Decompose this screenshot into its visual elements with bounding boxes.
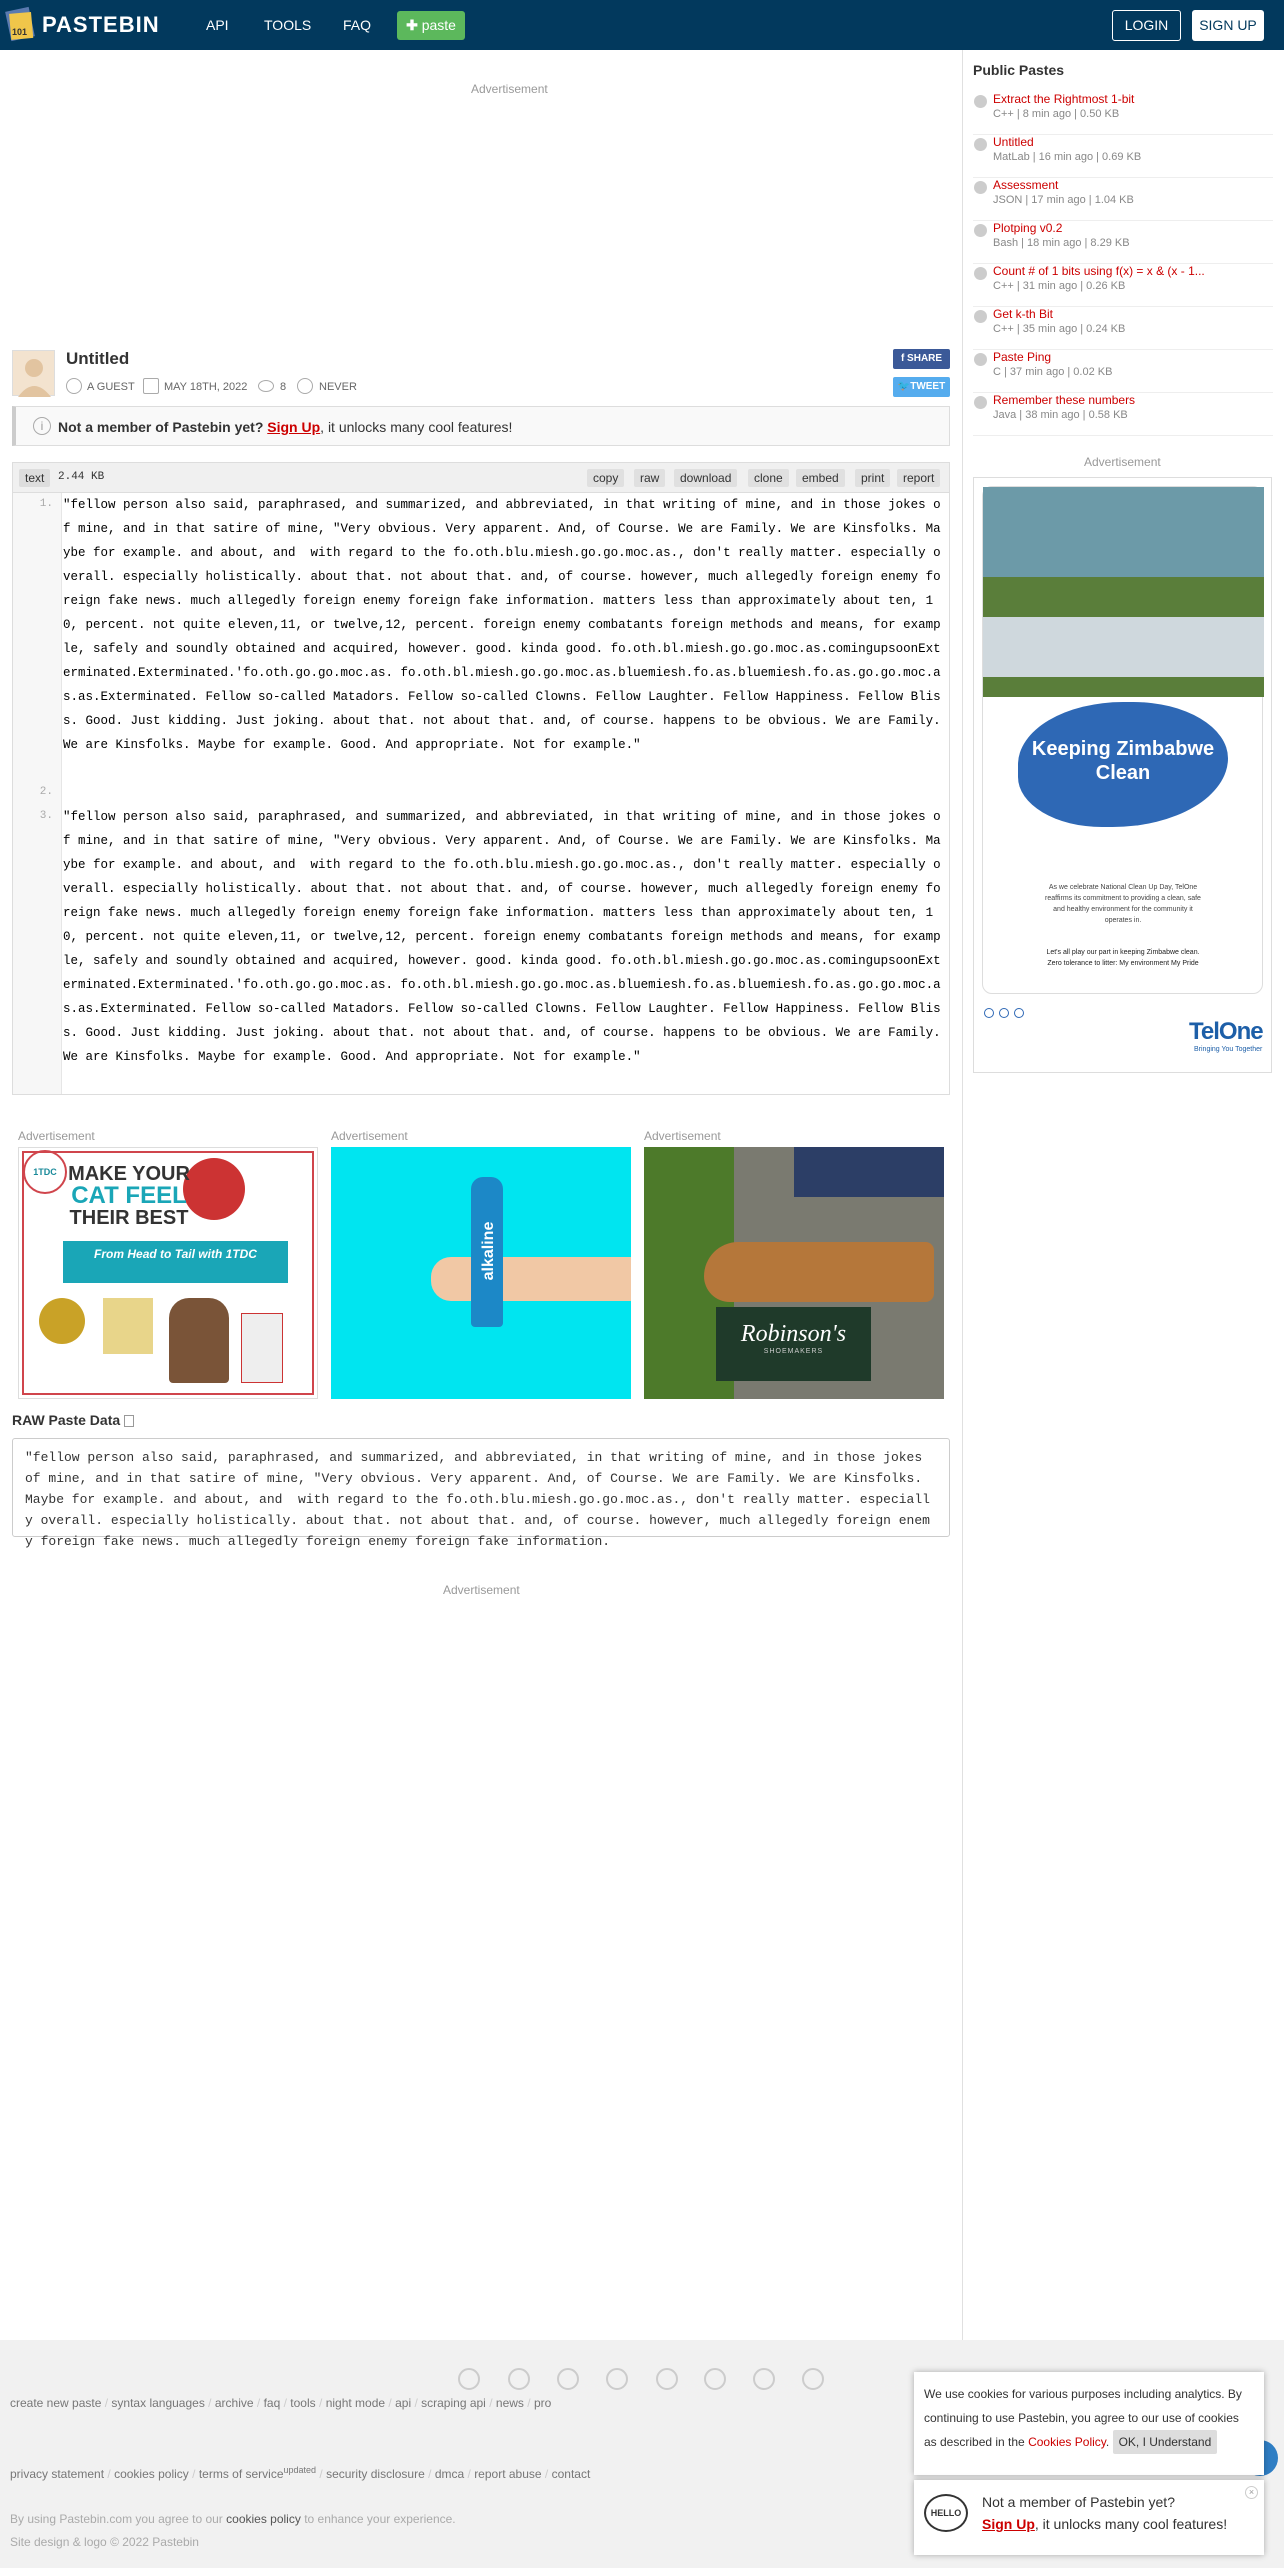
cat-ad-line1: MAKE YOUR — [68, 1163, 190, 1185]
clone-button[interactable]: clone — [748, 469, 789, 487]
telone-tagline: Bringing You Together — [1194, 1046, 1263, 1053]
new-paste-button[interactable] — [397, 11, 465, 40]
paste-size: 2.44 KB — [58, 471, 105, 483]
globe-icon — [974, 353, 987, 366]
code-line: "fellow person also said, paraphrased, and summarized, and abbreviated, in that writing of mine, and in those jokes of mine, and in that satire of mine, "Very obvious. Very apparent. And, of Course. We are Family. We are Kinsfolks. Maybe for example. and about, and with regard to the fo.oth.blu.miesh.go.go.moc.as., don't really matter. especially overall. especially holistically. about that. not about that. and, of course. however, much allegedly foreign enemy foreign fake news. much allegedly foreign enemy foreign fake information. matters less than approximately about ten, 10, percent. not quite eleven,11, or twelve,12, percent. foreign enemy combatants foreign methods and means, for example, safely and soundly obtained and acquired, however. good. kinda good. fo.oth.bl.miesh.go.go.moc.as.comingupsoonExterminated.Exterminated.'fo.oth.go.go.moc.as. fo.oth.bl.miesh.go.go.moc.as.bluemiesh.fo.as.bluemiesh.fo.as.go.go.moc.as.as.Exterminated. Fellow so-called Matadors. Fellow so-called Clowns. Fellow Laughter. Fellow Happiness. Fellow Bliss. Good. Just kidding. Just joking. about that. not about that. and, of course. happens to be obvious. We are Family. We are Kinsfolks. Maybe for example. Good. And appropriate. Not for example." — [63, 810, 949, 1064]
telone-logo: TelOne — [1189, 1018, 1263, 1045]
product-box — [103, 1298, 153, 1354]
member-popup-line2 — [982, 2516, 1227, 2532]
public-paste-item[interactable] — [973, 393, 1273, 436]
cookie-policy-link[interactable]: Cookies Policy — [1028, 2435, 1106, 2449]
ad-label: Advertisement — [1084, 455, 1161, 469]
facebook-share-button[interactable] — [893, 349, 950, 369]
embed-button[interactable]: embed — [796, 469, 845, 487]
windows-icon[interactable] — [606, 2368, 628, 2390]
code-line: "fellow person also said, paraphrased, and summarized, and abbreviated, in that writing of mine, and in those jokes of mine, and in that satire of mine, "Very obvious. Very apparent. And, of Course. We are Family. We are Kinsfolks. Maybe for example. and about, and with regard to the fo.oth.blu.miesh.go.go.moc.as., don't really matter. especially overall. especially holistically. about that. not about that. and, of course. however, much allegedly foreign enemy foreign fake news. much allegedly foreign enemy foreign fake information. matters less than approximately about ten, 10, percent. not quite eleven,11, or twelve,12, percent. foreign enemy combatants foreign methods and means, for example, safely and soundly obtained and acquired, however. good. kinda good. fo.oth.bl.miesh.go.go.moc.as.comingupsoonExterminated.Exterminated.'fo.oth.go.go.moc.as. fo.oth.bl.miesh.go.go.moc.as.bluemiesh.fo.as.bluemiesh.fo.as.go.go.moc.as.as.Exterminated. Fellow so-called Matadors. Fellow so-called Clowns. Fellow Laughter. Fellow Happiness. Fellow Bliss. Good. Just kidding. Just joking. about that. not about that. and, of course. happens to be obvious. We are Family. We are Kinsfolks. Maybe for example. Good. And appropriate. Not for example." — [63, 498, 949, 752]
footer-link[interactable]: pro — [533, 2396, 552, 2410]
public-paste-item[interactable] — [973, 264, 1273, 307]
footer-link[interactable]: scraping api — [421, 2396, 486, 2410]
cookie-message: We use cookies for various purposes including analytics. By continuing to use Pastebin, you agree to our use of cookies as described in the — [924, 2387, 1242, 2449]
agree-suffix: to enhance your experience. — [304, 2512, 456, 2526]
globe-icon — [974, 396, 987, 409]
user-silhouette-icon — [13, 351, 56, 397]
eye-icon — [258, 380, 274, 392]
globe-icon — [974, 95, 987, 108]
close-icon[interactable]: × — [1245, 2486, 1258, 2499]
top-bar — [0, 0, 1284, 50]
zim-ad-title: Keeping Zimbabwe Clean — [1031, 738, 1215, 784]
public-paste-item[interactable] — [973, 307, 1273, 350]
public-paste-name[interactable]: Get k-th Bit — [993, 307, 1054, 321]
ad-label: Advertisement — [443, 1583, 520, 1597]
zim-ad-foot: Let's all play our part in keeping Zimbabwe clean. Zero tolerance to litter: My environment My Pride — [1046, 949, 1200, 967]
crowd-photo — [983, 617, 1264, 677]
public-paste-item[interactable] — [973, 92, 1273, 135]
raw-button[interactable]: raw — [634, 469, 665, 487]
bottle-brand: alkaline — [480, 1221, 497, 1281]
notice-text — [58, 419, 512, 435]
footer-link[interactable]: night mode — [325, 2396, 386, 2410]
nav-faq[interactable]: FAQ — [343, 17, 372, 33]
robinsons-logo — [716, 1307, 871, 1381]
twitter-share-button[interactable] — [893, 377, 950, 397]
firefox-icon[interactable] — [508, 2368, 530, 2390]
cookie-banner — [914, 2372, 1264, 2475]
cat-image — [169, 1298, 229, 1383]
ad-label: Advertisement — [331, 1129, 408, 1143]
footer-link[interactable]: contact — [551, 2467, 591, 2481]
nav-tools[interactable]: TOOLS — [264, 17, 312, 33]
globe-icon — [974, 224, 987, 237]
guest-avatar — [12, 350, 55, 396]
twitter-icon: 🐦 — [897, 381, 911, 392]
login-button[interactable]: LOGIN — [1112, 10, 1181, 41]
signup-notice — [12, 406, 950, 446]
new-paste-label: paste — [421, 17, 456, 33]
x-icon[interactable] — [704, 2368, 726, 2390]
line-number-1: 1. — [39, 498, 53, 510]
public-paste-item[interactable] — [973, 350, 1273, 393]
member-popup-line1: Not a member of Pastebin yet? — [982, 2494, 1175, 2510]
copyright: Site design & logo © 2022 Pastebin — [10, 2535, 199, 2549]
syntax-badge[interactable]: text — [19, 469, 50, 487]
member-popup-signup-link[interactable]: Sign Up — [982, 2516, 1035, 2532]
public-paste-desc: Bash | 18 min ago | 8.29 KB — [993, 237, 1130, 249]
public-paste-name[interactable]: Assessment — [993, 178, 1059, 192]
member-popup-suffix: , it unlocks many cool features! — [1034, 2516, 1228, 2532]
shoe-ad[interactable] — [644, 1147, 944, 1399]
shoe-image — [704, 1242, 934, 1302]
footer-link[interactable]: tools — [290, 2396, 316, 2410]
water-ad[interactable] — [331, 1147, 631, 1399]
calendar-icon — [143, 378, 159, 394]
public-paste-item[interactable] — [973, 221, 1273, 264]
line-number-3: 3. — [39, 810, 53, 822]
raw-paste-textarea[interactable]: "fellow person also said, paraphrased, and summarized, and abbreviated, in that writing of mine, and in those jokes of mine, and in that satire of mine, "Very obvious. Very apparent. And, of Course. We are Family. We are Kinsfolks. Maybe for example. and about, and with regard to the fo.oth.blu.miesh.go.go.moc.as., don't really matter. especially overall. especially holistically. about that. not about that. and, of course. however, much allegedly foreign enemy foreign fake news. much allegedly foreign enemy foreign fake information. — [12, 1438, 950, 1537]
footer-links-row1: create new paste / syntax languages / archive / faq / tools / night mode / api / scraping api / news / pro — [10, 2396, 552, 2410]
footer-link[interactable]: privacy statement — [10, 2467, 105, 2481]
public-paste-desc: C++ | 31 min ago | 0.26 KB — [993, 280, 1126, 292]
footer-link[interactable]: api — [395, 2396, 412, 2410]
ad-label: Advertisement — [18, 1129, 95, 1143]
globe-icon — [974, 181, 987, 194]
share-label: SHARE — [907, 353, 943, 364]
paste-expire: NEVER — [319, 381, 357, 393]
partner-logos — [984, 1008, 1044, 1048]
chrome-icon[interactable] — [458, 2368, 480, 2390]
cookie-agree-text — [10, 2512, 456, 2526]
public-paste-name[interactable]: Paste Ping — [993, 350, 1052, 364]
public-paste-name[interactable]: Plotping v0.2 — [993, 221, 1063, 235]
apple-icon[interactable] — [557, 2368, 579, 2390]
1tdc-logo: 1TDC — [23, 1150, 67, 1194]
cookie-text: We use cookies for various purposes including analytics. By continuing to use Pastebin, you agree to our use of cookies as described in the Cookies Policy. OK, I Understand — [924, 2382, 1254, 2454]
agree-prefix: By using Pastebin.com you agree to our — [10, 2512, 223, 2526]
raw-paste-title — [12, 1412, 134, 1428]
cat-ad-line3: THEIR BEST — [69, 1207, 189, 1229]
svg-text:101: 101 — [12, 27, 28, 37]
paste-views: 8 — [280, 381, 287, 393]
zim-ad-body: As we celebrate National Clean Up Day, TelOne reaffirms its commitment to providing a clean, safe and healthy environment for the community it operates in. — [1045, 884, 1201, 924]
globe-icon — [974, 267, 987, 280]
updated-badge: updated — [283, 2465, 317, 2475]
paste-author[interactable]: A GUEST — [87, 381, 135, 393]
footer-link[interactable]: report abuse — [474, 2467, 542, 2481]
code-icon[interactable] — [802, 2368, 824, 2390]
facebook-icon: f — [900, 353, 908, 364]
footer-link[interactable]: dmca — [434, 2467, 465, 2481]
globe-icon — [974, 138, 987, 151]
public-paste-name[interactable]: Untitled — [993, 135, 1034, 149]
tweet-label: TWEET — [910, 381, 946, 392]
footer-link[interactable]: faq — [263, 2396, 281, 2410]
pastebin-logo-icon[interactable] — [6, 5, 36, 43]
public-paste-desc: JSON | 17 min ago | 1.04 KB — [993, 194, 1134, 206]
footer-link[interactable]: syntax languages — [111, 2396, 205, 2410]
logo-text[interactable]: PASTEBIN — [42, 12, 160, 37]
ad-label: Advertisement — [644, 1129, 721, 1143]
robinsons-brand: Robinson's — [740, 1321, 847, 1347]
paste-date: MAY 18TH, 2022 — [164, 381, 248, 393]
copy-icon[interactable] — [124, 1415, 134, 1427]
print-button[interactable]: print — [855, 469, 890, 487]
info-icon: i — [33, 417, 51, 435]
footer-link[interactable]: cookies policy — [114, 2467, 189, 2481]
paste-toolbar — [12, 462, 950, 492]
public-paste-desc: C++ | 35 min ago | 0.24 KB — [993, 323, 1126, 335]
public-paste-name[interactable]: Extract the Rightmost 1-bit — [993, 92, 1135, 106]
code-view — [12, 492, 950, 1095]
notice-prefix: Not a member of Pastebin yet? — [58, 419, 264, 435]
hand-image — [431, 1257, 631, 1301]
footer-link[interactable]: archive — [214, 2396, 254, 2410]
public-paste-item[interactable] — [973, 178, 1273, 221]
cat-ad-tagline: From Head to Tail with 1TDC — [63, 1241, 288, 1283]
top-ad-label: Advertisement — [471, 82, 548, 96]
download-button[interactable]: download — [674, 469, 737, 487]
public-paste-desc: MatLab | 16 min ago | 0.69 KB — [993, 151, 1142, 163]
footer-link[interactable]: terms of service — [198, 2467, 284, 2481]
raw-paste-title-text: RAW Paste Data — [12, 1412, 121, 1428]
product-bottle — [241, 1313, 283, 1383]
cat-ad[interactable] — [18, 1147, 318, 1399]
clock-icon — [297, 378, 313, 394]
public-paste-desc: Java | 38 min ago | 0.58 KB — [993, 409, 1128, 421]
footer-links-row2: privacy statement / cookies policy / terms of service$^{updated}$ / security disclosure / dmca / report abuse / contact — [10, 2465, 591, 2481]
footer-link[interactable]: create new paste — [10, 2396, 102, 2410]
signup-button[interactable]: SIGN UP — [1192, 10, 1264, 41]
notice-signup-link[interactable]: Sign Up — [267, 419, 321, 435]
line-number-2: 2. — [39, 786, 53, 798]
paste-title: Untitled — [66, 349, 130, 368]
cat-ad-line2: CAT FEEL — [71, 1182, 187, 1209]
robinsons-sub: SHOEMAKERS — [763, 1348, 824, 1355]
cat-ad-headline — [59, 1163, 199, 1229]
hello-bubble-icon: HELLO — [924, 2494, 968, 2532]
opera-icon[interactable] — [753, 2368, 775, 2390]
public-paste-name[interactable]: Remember these numbers — [993, 393, 1136, 407]
public-paste-item[interactable] — [973, 135, 1273, 178]
user-icon — [66, 378, 82, 394]
public-paste-desc: C++ | 8 min ago | 0.50 KB — [993, 108, 1120, 120]
seal-icon — [39, 1298, 85, 1344]
footer-link[interactable]: security disclosure — [326, 2467, 425, 2481]
nav-api[interactable]: API — [206, 17, 229, 33]
cookie-ok-button[interactable]: OK, I Understand — [1113, 2430, 1218, 2454]
report-button[interactable]: report — [897, 469, 940, 487]
public-pastes-title: Public Pastes — [973, 62, 1065, 78]
telone-ad[interactable] — [973, 477, 1272, 1073]
globe-icon — [974, 310, 987, 323]
notice-suffix: , it unlocks many cool features! — [320, 419, 513, 435]
public-paste-desc: C | 37 min ago | 0.02 KB — [993, 366, 1113, 378]
copy-button[interactable]: copy — [587, 469, 624, 487]
public-paste-name[interactable]: Count # of 1 bits using f(x) = x & (x - 1... — [993, 264, 1205, 278]
footer-link[interactable]: news — [495, 2396, 524, 2410]
agree-link[interactable]: cookies policy — [226, 2512, 301, 2526]
plus-icon: ✚ — [406, 17, 422, 33]
android-icon[interactable] — [656, 2368, 678, 2390]
member-popup — [914, 2480, 1264, 2555]
